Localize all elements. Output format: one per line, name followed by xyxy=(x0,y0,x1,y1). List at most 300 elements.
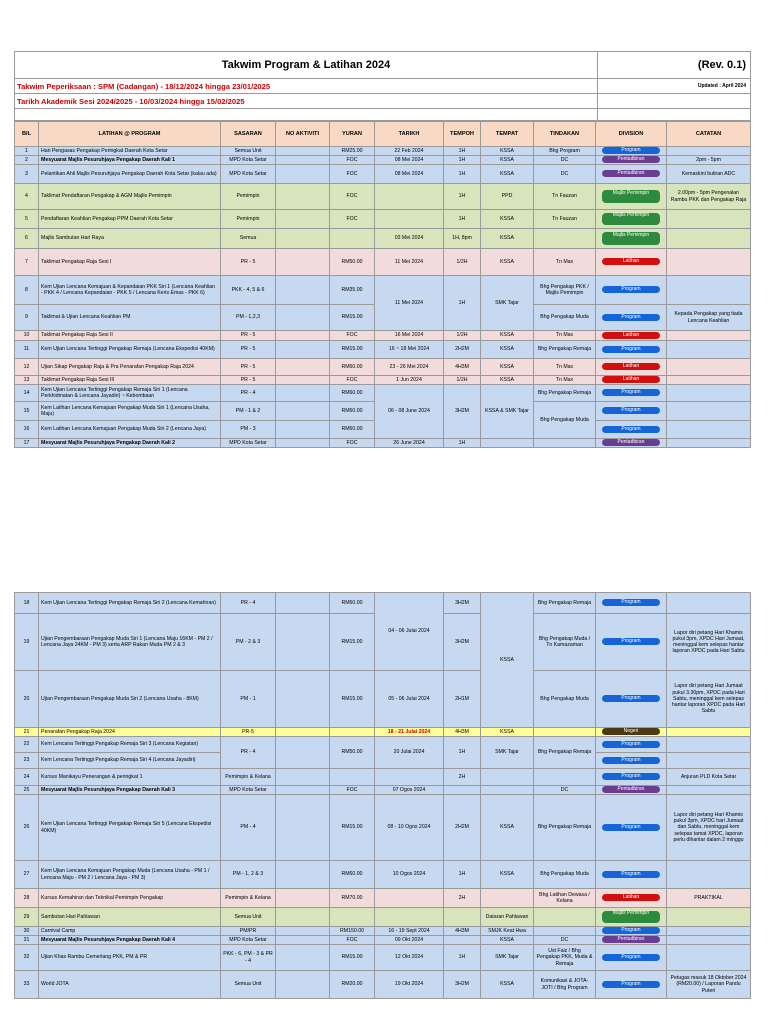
table-cell: Taklimat Pengakap Raja Sesi III xyxy=(39,376,221,385)
table-cell: 1H xyxy=(444,165,481,184)
table-cell xyxy=(276,737,330,769)
table-cell xyxy=(276,376,330,385)
table-row xyxy=(15,927,751,936)
table-row xyxy=(15,341,751,359)
table-cell xyxy=(481,889,534,908)
table-cell: Bhg Latihan Dewasa / Kelana xyxy=(534,889,596,908)
table-cell xyxy=(330,229,375,249)
table-cell: KSSA xyxy=(481,147,534,156)
table-cell: 03 Mei 2024 xyxy=(375,229,444,249)
table-row xyxy=(15,945,751,971)
table-cell: Hari Pengasas Pengakap Peringkat Daerah Kota Setar xyxy=(39,147,221,156)
table-cell xyxy=(596,229,667,249)
table-cell: 25 xyxy=(15,786,39,795)
table-cell: 16 Mei 2024 xyxy=(375,331,444,341)
table-cell xyxy=(375,889,444,908)
table-cell: 12 xyxy=(15,359,39,376)
table-cell: 1H xyxy=(444,439,481,448)
table-cell: 32 xyxy=(15,945,39,971)
division-badge: Program xyxy=(602,389,660,396)
table-cell: Bhg Pengakap Muda / Tn Kamazaman xyxy=(534,614,596,671)
table-cell: PM - 1 xyxy=(221,671,276,728)
table-cell: Ujian Pengembaraan Pengakap Muda Siri 2 (Lencana Usaha - 8KM) xyxy=(39,671,221,728)
table-cell: Tn Fauzan xyxy=(534,210,596,229)
division-badge: Negeri xyxy=(602,728,660,735)
table-cell xyxy=(596,861,667,889)
table-cell xyxy=(667,936,751,945)
table-cell: RM25.00 xyxy=(330,147,375,156)
table-cell: Kem Latihan Lencana Kemajuan Pengakap Muda Siri 1 (Lencana Usaha, Maju) xyxy=(39,402,221,421)
table-cell: KSSA xyxy=(481,936,534,945)
table-cell: 28 xyxy=(15,889,39,908)
table-cell xyxy=(444,908,481,927)
table-cell xyxy=(667,229,751,249)
col-program: LATIHAN @ PROGRAM xyxy=(39,122,221,147)
table-cell: Pendaftaran Keahlian Pengakap PPM Daerah Kota Setar xyxy=(39,210,221,229)
table-cell xyxy=(481,439,534,448)
table-row xyxy=(15,728,751,737)
table-cell: Kursus Manikayu Penerangan & peringkat 1 xyxy=(39,769,221,786)
table-cell: PR - 5 xyxy=(221,376,276,385)
table-cell: 29 xyxy=(15,908,39,927)
table-cell: Taklimat Pengakap Raja Sesi I xyxy=(39,249,221,276)
table-cell: 11 Mei 2024 xyxy=(375,276,444,331)
table-cell: Taklimat Pendaftaran Pengakap & AGM Majlis Pemimpin xyxy=(39,184,221,210)
table-cell: 19 Okt 2024 xyxy=(375,971,444,999)
table-cell: 10 Ogos 2024 xyxy=(375,861,444,889)
table-cell xyxy=(276,402,330,421)
table-cell: PR - 5 xyxy=(221,341,276,359)
col-sasaran: SASARAN xyxy=(221,122,276,147)
table-cell: 8 xyxy=(15,276,39,305)
table-cell xyxy=(667,147,751,156)
table-cell: Semua Unit xyxy=(221,147,276,156)
table-cell: Ust Faiz / Bhg Pengakap PKK, Muda & Remaja xyxy=(534,945,596,971)
table-cell: MPD Kota Setar xyxy=(221,439,276,448)
table-cell: 16 xyxy=(15,421,39,439)
table-cell: MPD Kota Setar xyxy=(221,936,276,945)
table-cell: KSSA xyxy=(481,229,534,249)
table-cell: SMK Tajar xyxy=(481,276,534,331)
table-cell: 3H2M xyxy=(444,385,481,439)
table-cell xyxy=(667,276,751,305)
table-cell xyxy=(276,249,330,276)
division-badge: Program xyxy=(602,426,660,433)
table-cell: 12 Okt 2024 xyxy=(375,945,444,971)
table-cell xyxy=(276,728,330,737)
table-cell: KSSA xyxy=(481,359,534,376)
table-cell: 15 xyxy=(15,402,39,421)
table-cell: World JOTA xyxy=(39,971,221,999)
table-cell: 11 Mei 2024 xyxy=(375,249,444,276)
schedule-part-2 xyxy=(14,592,750,999)
table-cell: 2pm - 5pm xyxy=(667,156,751,165)
table-cell: DC xyxy=(534,165,596,184)
table-cell: PR - 4 xyxy=(221,593,276,614)
division-badge: Pentadbiran xyxy=(602,170,660,177)
table-cell: 4H3M xyxy=(444,359,481,376)
table-cell xyxy=(330,908,375,927)
division-badge: Program xyxy=(602,981,660,988)
division-badge: Majlis Pemimpin xyxy=(602,190,660,203)
table-cell xyxy=(596,737,667,753)
table-cell: KSSA xyxy=(481,210,534,229)
table-cell: SMJK Keat Hwa xyxy=(481,927,534,936)
table-cell: Kem Ujian Lencana Kemajuan Pengakap Muda (Lencana Usaha - PM 1 / Lencana Maju - PM 2 / Lencana Jaya - PM 3) xyxy=(39,861,221,889)
table-cell: 1H xyxy=(444,861,481,889)
table-cell: 14 xyxy=(15,385,39,402)
schedule-part-1 xyxy=(14,121,750,448)
table-cell: RM15.00 xyxy=(330,614,375,671)
table-cell xyxy=(330,728,375,737)
table-cell: 04 - 06 Julai 2024 xyxy=(375,593,444,671)
division-badge: Pentadbiran xyxy=(602,439,660,446)
table-cell: 08 Mei 2024 xyxy=(375,165,444,184)
table-row xyxy=(15,889,751,908)
table-cell: 22 Feb 2024 xyxy=(375,147,444,156)
table-row xyxy=(15,331,751,341)
table-cell xyxy=(667,439,751,448)
division-badge: Latihan xyxy=(602,376,660,383)
table-cell xyxy=(276,671,330,728)
schedule-table-1 xyxy=(14,121,751,448)
division-badge: Pentadbiran xyxy=(602,156,660,163)
table-cell: RM15.00 xyxy=(330,945,375,971)
table-cell: Kem Lencana Tertinggi Pengakap Remaja Siri 3 (Lencana Kegiatan) xyxy=(39,737,221,753)
table-cell xyxy=(596,376,667,385)
table-cell: Kem Ujian Lencana Tertinggi Pengakap Remaja Siri 2 (Lencana Kemahiran) xyxy=(39,593,221,614)
table-cell xyxy=(596,184,667,210)
table-row xyxy=(15,210,751,229)
table-cell: RM60.00 xyxy=(330,421,375,439)
table-cell xyxy=(598,109,751,121)
table-cell: Bhg Pengakap Remaja xyxy=(534,795,596,861)
table-row xyxy=(15,795,751,861)
table-cell: Ujian Sikap Pengakap Raja & Pra Penarafan Pengakap Raja 2024 xyxy=(39,359,221,376)
table-cell: RM15.00 xyxy=(330,341,375,359)
table-cell: PM - 1, 2 & 3 xyxy=(221,861,276,889)
table-cell xyxy=(276,210,330,229)
table-cell: 16 ~ 18 Mei 2024 xyxy=(375,341,444,359)
table-cell xyxy=(667,210,751,229)
table-cell: RM60.00 xyxy=(330,359,375,376)
table-cell: PM/PR xyxy=(221,927,276,936)
table-cell: 18 - 21 Julai 2024 xyxy=(375,728,444,737)
table-cell xyxy=(276,786,330,795)
table-cell: SMK Tajar xyxy=(481,737,534,769)
table-cell: 4H3M xyxy=(444,728,481,737)
table-cell xyxy=(481,769,534,786)
table-cell xyxy=(276,229,330,249)
table-cell: 08 - 10 Ogos 2024 xyxy=(375,795,444,861)
table-cell: KSSA xyxy=(481,165,534,184)
table-cell: 07 Ogos 2024 xyxy=(375,786,444,795)
table-cell xyxy=(276,331,330,341)
table-row xyxy=(15,229,751,249)
table-cell: 09 Okt 2024 xyxy=(375,936,444,945)
table-cell: KSSA xyxy=(481,249,534,276)
table-cell: FOC xyxy=(330,331,375,341)
table-cell: 1H xyxy=(444,156,481,165)
table-cell: KSSA xyxy=(481,795,534,861)
table-cell: 4H3M xyxy=(444,927,481,936)
table-cell: RM15.00 xyxy=(330,305,375,331)
table-cell: 16 - 19 Sept 2024 xyxy=(375,927,444,936)
table-cell: Kem Ujian Lencana Tertinggi Pengakap Remaja Siri 5 (Lencana Ekspedisi 40KM) xyxy=(39,795,221,861)
table-cell: 10 xyxy=(15,331,39,341)
table-cell: 22 xyxy=(15,737,39,753)
table-cell: Taklimat & Ujian Lencana Keahlian PM xyxy=(39,305,221,331)
table-cell xyxy=(444,786,481,795)
table-cell: 2H xyxy=(444,889,481,908)
table-cell: RM20.00 xyxy=(330,971,375,999)
table-cell: SMK Tajar xyxy=(481,945,534,971)
table-cell xyxy=(596,671,667,728)
table-cell: Kemaskini butiran ADC xyxy=(667,165,751,184)
table-cell xyxy=(375,908,444,927)
table-cell: Tn Max xyxy=(534,376,596,385)
table-cell xyxy=(534,908,596,927)
table-row xyxy=(15,385,751,402)
table-cell: Semua xyxy=(221,229,276,249)
table-cell xyxy=(276,385,330,402)
table-cell: 2H1M xyxy=(444,671,481,728)
table-cell: RM60.00 xyxy=(330,861,375,889)
table-row xyxy=(15,593,751,614)
division-badge: Program xyxy=(602,314,660,321)
table-cell: Pemimpin & Kelana xyxy=(221,889,276,908)
table-cell xyxy=(667,737,751,753)
table-cell: FOC xyxy=(330,165,375,184)
table-row xyxy=(15,786,751,795)
table-cell: KSSA xyxy=(481,728,534,737)
division-badge: Program xyxy=(602,954,660,961)
table-cell xyxy=(596,795,667,861)
division-badge: Program xyxy=(602,773,660,780)
table-cell: 1/2H xyxy=(444,331,481,341)
table-cell xyxy=(596,593,667,614)
division-badge: Program xyxy=(602,824,660,831)
table-cell: Pemimpin xyxy=(221,210,276,229)
table-cell xyxy=(596,945,667,971)
table-cell: RM60.00 xyxy=(330,593,375,614)
table-cell: FOC xyxy=(330,184,375,210)
table-cell: Bhg Pengakap Remaja xyxy=(534,593,596,614)
table-cell xyxy=(15,109,598,121)
col-bil: BIL xyxy=(15,122,39,147)
table-cell xyxy=(276,971,330,999)
table-cell: 2.00pm - 5pm Pengenalan Rambu PKK dan Pengakap Raja xyxy=(667,184,751,210)
table-cell xyxy=(596,331,667,341)
division-badge: Latihan xyxy=(602,332,660,339)
table-cell: KSSA & SMK Tajar xyxy=(481,385,534,439)
table-cell xyxy=(667,341,751,359)
table-cell xyxy=(596,936,667,945)
table-cell xyxy=(667,359,751,376)
table-cell: 20 Julai 2024 xyxy=(375,737,444,769)
division-badge: Program xyxy=(602,346,660,353)
table-cell: 4 xyxy=(15,184,39,210)
table-row xyxy=(15,769,751,786)
table-cell xyxy=(667,786,751,795)
table-row xyxy=(15,439,751,448)
table-cell: 1 xyxy=(15,147,39,156)
table-cell xyxy=(375,184,444,210)
sheet-header xyxy=(14,51,750,121)
table-cell xyxy=(276,795,330,861)
table-cell: DC xyxy=(534,156,596,165)
table-cell: RM35.00 xyxy=(330,276,375,305)
table-cell xyxy=(276,439,330,448)
table-row xyxy=(15,971,751,999)
table-cell xyxy=(596,341,667,359)
table-row xyxy=(15,165,751,184)
table-cell xyxy=(596,165,667,184)
table-cell: RM70.00 xyxy=(330,889,375,908)
table-cell: KSSA xyxy=(481,971,534,999)
table-cell: Kem Ujian Lencana Tertinggi Pengakap Remaja Siri 1 (Lencana Perkhidmatan & Lencana Jayadiri) ~ Kebombaan xyxy=(39,385,221,402)
table-cell: KSSA xyxy=(481,331,534,341)
table-cell: 31 xyxy=(15,936,39,945)
table-cell: 24 xyxy=(15,769,39,786)
table-cell: 1H xyxy=(444,147,481,156)
table-cell: Tn Max xyxy=(534,249,596,276)
table-row xyxy=(15,936,751,945)
table-cell xyxy=(667,861,751,889)
col-no-aktiviti: NO AKTIVITI xyxy=(276,122,330,147)
table-cell: 2H xyxy=(444,769,481,786)
division-badge: Latihan xyxy=(602,363,660,370)
division-badge: Latihan xyxy=(602,894,660,901)
table-cell: MPD Kota Setar xyxy=(221,165,276,184)
table-cell: 23 xyxy=(15,753,39,769)
table-cell: PM - 2 & 3 xyxy=(221,614,276,671)
division-badge: Pentadbiran xyxy=(602,786,660,793)
table-cell: 1H, 8pm xyxy=(444,229,481,249)
table-cell xyxy=(276,945,330,971)
table-cell: Bhg Pengakap Muda xyxy=(534,402,596,439)
page-title: Takwim Program & Latihan 2024 xyxy=(15,52,598,79)
table-cell: 5 xyxy=(15,210,39,229)
table-cell: 33 xyxy=(15,971,39,999)
table-cell: 1 Jun 2024 xyxy=(375,376,444,385)
table-cell xyxy=(596,728,667,737)
table-cell: Bhg Program xyxy=(534,147,596,156)
table-cell: Semua Unit xyxy=(221,908,276,927)
table-cell xyxy=(375,769,444,786)
table-row xyxy=(15,861,751,889)
table-cell xyxy=(667,728,751,737)
table-cell: PRAKTIKAL xyxy=(667,889,751,908)
table-cell: Sambutan Hari Pahlawan xyxy=(39,908,221,927)
table-cell: 05 - 06 Julai 2024 xyxy=(375,671,444,728)
table-cell xyxy=(276,359,330,376)
table-row xyxy=(15,671,751,728)
table-cell: PR-5 xyxy=(221,728,276,737)
table-cell xyxy=(276,147,330,156)
table-cell: RM60.00 xyxy=(330,385,375,402)
table-cell xyxy=(444,936,481,945)
table-cell: PM - 3 xyxy=(221,421,276,439)
division-badge: Majlis Pemimpin xyxy=(602,213,660,226)
table-cell: Mesyuarat Majlis Pesuruhjaya Pengakap Daerah Kali 1 xyxy=(39,156,221,165)
col-tindakan: TINDAKAN xyxy=(534,122,596,147)
table-cell: Anjuran PLD Kota Setar xyxy=(667,769,751,786)
table-cell xyxy=(276,165,330,184)
col-tempoh: TEMPOH xyxy=(444,122,481,147)
table-cell: 19 xyxy=(15,614,39,671)
table-row xyxy=(15,249,751,276)
table-cell xyxy=(534,769,596,786)
table-cell xyxy=(596,359,667,376)
table-cell xyxy=(596,210,667,229)
academic-line: Tarikh Akademik Sesi 2024/2025 - 10/03/2024 hingga 15/02/2025 xyxy=(15,94,598,109)
table-cell: KSSA xyxy=(481,156,534,165)
division-badge: Pentadbiran xyxy=(602,936,660,943)
table-cell: 17 xyxy=(15,439,39,448)
table-cell xyxy=(667,249,751,276)
table-cell xyxy=(534,439,596,448)
table-cell: 2H2M xyxy=(444,341,481,359)
table-cell: Bhg Pengakap Muda xyxy=(534,861,596,889)
table-cell xyxy=(667,402,751,421)
table-cell: Lapor diri petang Hari Khamis pukul 3pm, XPDC hari Jumaat dan Sabtu, meninggal kem selepas tamat XPDC, laporan perlu dihantar dalam 2 minggu xyxy=(667,795,751,861)
table-cell: PKK - 4, 5 & 6 xyxy=(221,276,276,305)
table-cell: 21 xyxy=(15,728,39,737)
table-cell: Mesyuarat Majlis Pesuruhjaya Pengakap Daerah Kali 3 xyxy=(39,786,221,795)
table-cell xyxy=(596,908,667,927)
col-tarikh: TARIKH xyxy=(375,122,444,147)
table-cell: 2H2M xyxy=(444,795,481,861)
table-cell: PR - 5 xyxy=(221,331,276,341)
table-row xyxy=(15,156,751,165)
table-cell: PKK - 6, PM - 3 & PR - 4 xyxy=(221,945,276,971)
table-cell: FOC xyxy=(330,439,375,448)
table-cell xyxy=(276,156,330,165)
table-row xyxy=(15,908,751,927)
table-cell: PM - 1 & 2 xyxy=(221,402,276,421)
table-cell: 18 xyxy=(15,593,39,614)
table-cell xyxy=(596,156,667,165)
table-cell xyxy=(276,593,330,614)
table-cell xyxy=(667,945,751,971)
table-cell: Bhg Pengakap Remaja xyxy=(534,385,596,402)
table-cell: Kem Latihan Lencana Kemajuan Pengakap Muda Siri 2 (Lencana Jaya) xyxy=(39,421,221,439)
table-cell: Ujian Khas Rambu Cemerlang PKK, PM & PR xyxy=(39,945,221,971)
table-cell xyxy=(534,229,596,249)
division-badge: Majlis Pemimpin xyxy=(602,232,660,245)
table-cell: 30 xyxy=(15,927,39,936)
revision-label: (Rev. 0.1) xyxy=(598,52,751,79)
table-cell xyxy=(667,421,751,439)
table-cell: Tn Max xyxy=(534,359,596,376)
table-cell: 7 xyxy=(15,249,39,276)
col-catatan: CATATAN xyxy=(667,122,751,147)
table-cell: 1H xyxy=(444,737,481,769)
table-cell: FOC xyxy=(330,936,375,945)
table-cell: 1/2H xyxy=(444,376,481,385)
table-cell xyxy=(596,305,667,331)
table-cell: Kem Ujian Lencana Kemajuan & Kepandaian PKK Siri 1 (Lencana Keahlian - PKK 4 / Lencana Kepandaian - PKK 5 / Lencana Keris Emas - PKK 6) xyxy=(39,276,221,305)
table-cell xyxy=(276,889,330,908)
division-badge: Program xyxy=(602,741,660,748)
table-cell xyxy=(276,276,330,305)
table-cell: FOC xyxy=(330,156,375,165)
table-cell: Bhg Pengakap Muda xyxy=(534,305,596,331)
table-cell xyxy=(596,147,667,156)
table-cell: 20 xyxy=(15,671,39,728)
table-cell: Bhg Pengakap PKK / Majlis Pemimpin xyxy=(534,276,596,305)
